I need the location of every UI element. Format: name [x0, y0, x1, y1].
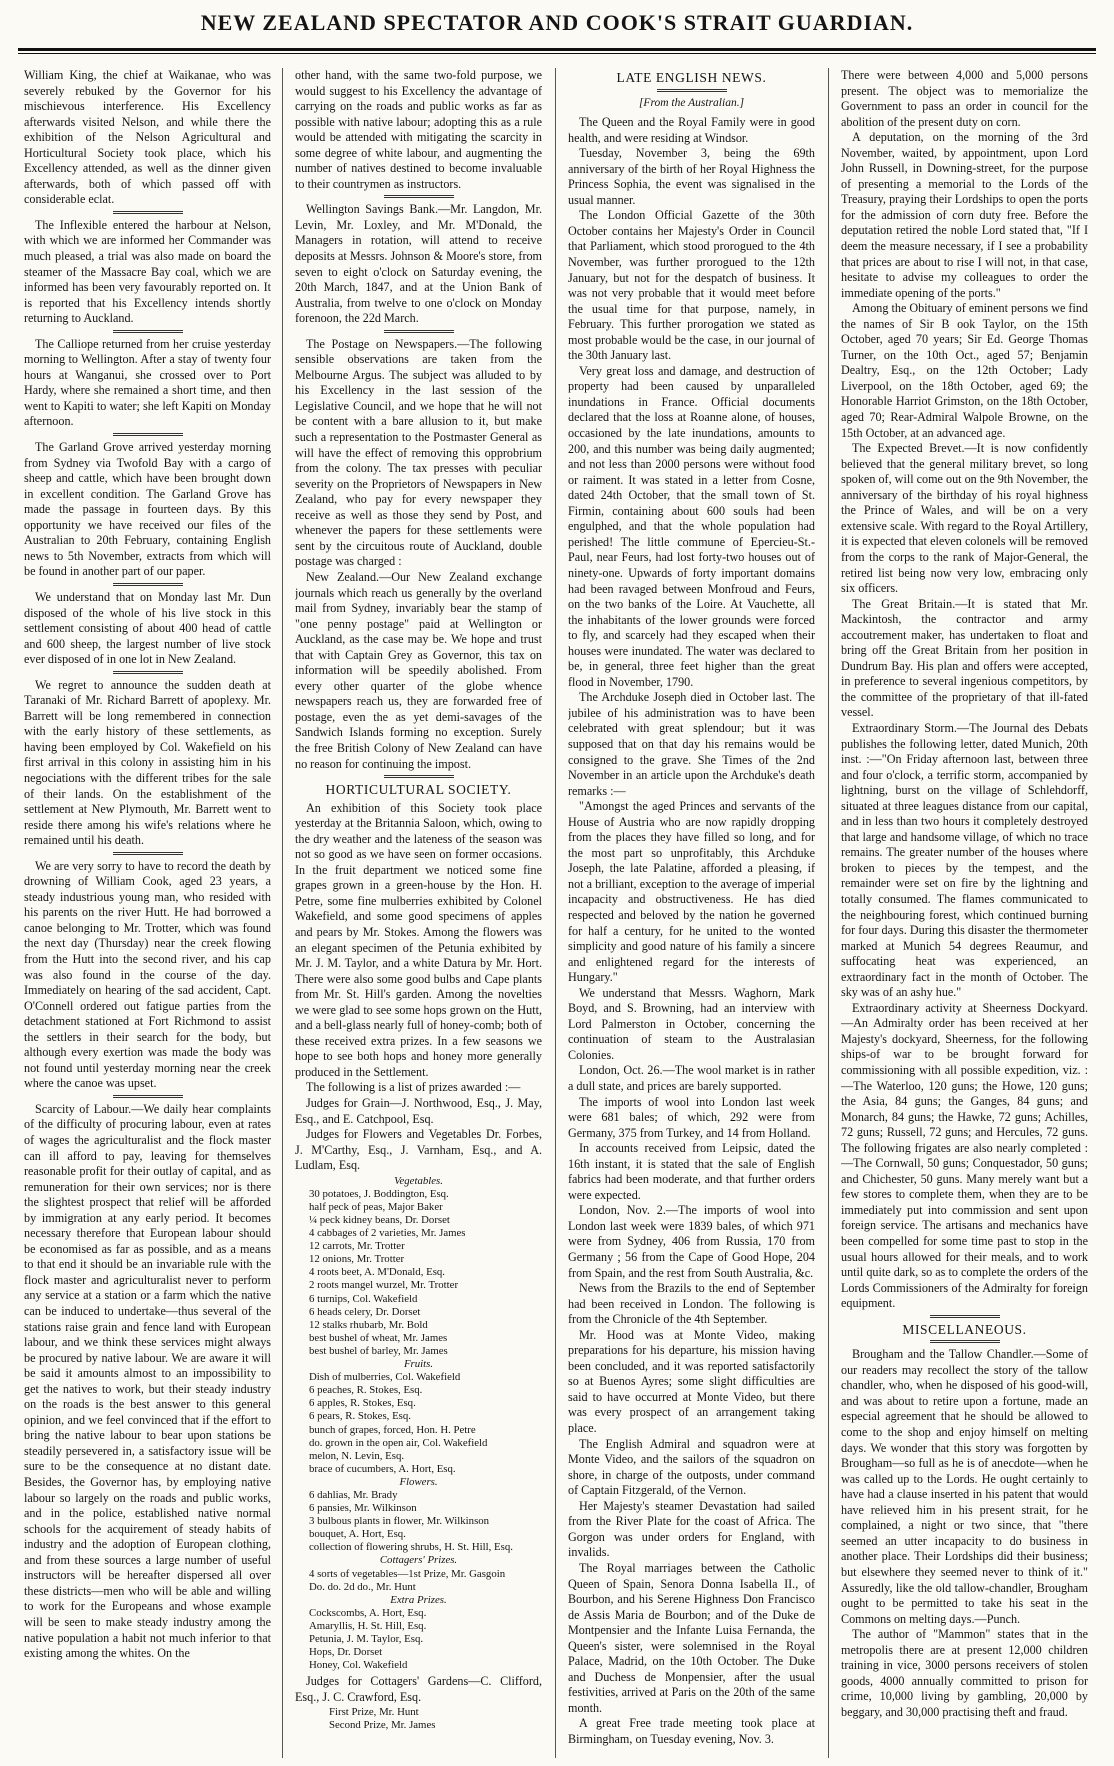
news-item: A deputation, on the morning of the 3rd November, waited, by appointment, upon Lord John Russell, in Downing-street, for the purpose of presenting a memorial to the Lords of the Treasury, praying their Lordships to open the ports for the admission of corn duty free. Before the deputation retired the noble Lord stated that, "If I deem the measure necessary, if I see a probability that prices are about to rise I will not, in that case, hesitate to advise my colleagues to order the immediate opening of the ports." [841, 130, 1088, 300]
article-inflexible: The Inflexible entered the harbour at Nelson, with which we are informed her Commander was much pleased, a trial was also made on board the steamer of the Massacre Bay coal, which we are informed has been very favourably reported on. It is reported that his Excellency intends shortly returning to Auckland. [24, 217, 271, 326]
news-item: Extraordinary Storm.—The Journal des Debats publishes the following letter, dated Munich, 20th inst. :—"On Friday afternoon last, between three and four o'clock, a terrific storm, accompanied by lightning, burst on the village of Schlehdorff, situated at three leagues distance from our capital, and in less than two hours it completely destroyed that large and handsome village, of which no trace remains. The greater number of the houses where broken to pieces by the tempest, and the remainder were set on fire by the lightning and totally consumed. The flames communicated to the neighbouring forest, which continued burning for four days. During this disaster the thermometer marked at Munich 54 degrees Reaumur, and suffocating heat was experienced, an extraordinary fact in the month of October. The sky was of an ashy hue." [841, 720, 1088, 1000]
divider [113, 433, 183, 436]
masthead-rule-thin [18, 53, 1096, 54]
judges-cottagers-gardens: Judges for Cottagers' Gardens—C. Clifford, Esq., J. C. Crawford, Esq. [295, 1674, 542, 1704]
article-savings-bank: Wellington Savings Bank.—Mr. Langdon, Mr. Levin, Mr. Loxley, and Mr. M'Donald, the Managers in rotation, will attend to receive deposits at Messrs. Johnson & Moore's store, from seven to eight o'clock on Saturday evening, the 20th March, 1847, and at the Union Bank of Australia, from twelve to one o'clock on Monday forenoon, the 22d March. [295, 202, 542, 326]
prize-item: 6 dahlias, Mr. Brady [309, 1488, 398, 1501]
column-2 [295, 68, 542, 1758]
column-1 [24, 68, 271, 1758]
divider [384, 775, 454, 778]
prize-list-intro: The following is a list of prizes awarded :— [306, 1080, 521, 1095]
prize-item: Hops, Dr. Dorset [309, 1646, 383, 1659]
news-item: "Amongst the aged Princes and servants of the House of Austria who are now rapidly dropping from the places they have filled so long, and for the most part so unprofitably, this Archduke Joseph, the late Palatine, afforded a pleasing, if not a brilliant, exception to the average of imperial incapacity and obstructiveness. He has died respected and beloved by the nation he governed for half a century, for he united to the wonted simplicity and good nature of his family a sincere and enlightened regard for the interests of Hungary." [568, 799, 815, 985]
news-item: There were between 4,000 and 5,000 persons present. The object was to memorialize the Government to pass an order in council for the abolition of the present duty on corn. [841, 68, 1088, 129]
divider [113, 583, 183, 586]
prize-item: 3 bulbous plants in flower, Mr. Wilkinson [309, 1515, 490, 1528]
prize-category-cottagers: Cottagers' Prizes. [379, 1554, 458, 1567]
prize-item: Second Prize, Mr. James [329, 1719, 436, 1732]
prize-item: 6 pansies, Mr. Wilkinson [309, 1502, 417, 1515]
prize-item: 12 onions, Mr. Trotter [309, 1253, 405, 1266]
section-heading-horticultural: HORTICULTURAL SOCIETY. [325, 782, 512, 798]
prize-item: Amaryllis, H. St. Hill, Esq. [309, 1619, 427, 1632]
column-3 [568, 68, 815, 1758]
divider [113, 211, 183, 214]
masthead-rule-thick [18, 48, 1096, 51]
prize-item: bunch of grapes, forced, Hon. H. Petre [309, 1423, 476, 1436]
article-calliope: The Calliope returned from her cruise yesterday morning to Wellington. After a stay of twenty four hours at Wanganui, she crossed over to Port Hardy, where she remained a short time, and then went to Kapiti to water; she left Kapiti on Monday afternoon. [24, 336, 271, 429]
prize-category-flowers: Flowers. [399, 1475, 438, 1488]
prize-item: 30 potatoes, J. Boddington, Esq. [309, 1187, 449, 1200]
gardens-prize-list [309, 1706, 542, 1732]
prize-item: 4 sorts of vegetables—1st Prize, Mr. Gasgoin [309, 1567, 506, 1580]
news-item: London, Nov. 2.—The imports of wool into London last week were 1839 bales, of which 971 were from Sydney, 406 from Russia, 170 from Germany ; 56 from the Cape of Good Hope, 204 from Spain, and the rest from South Australia, &c. [568, 1203, 815, 1280]
prize-item: best bushel of barley, Mr. James [309, 1344, 448, 1357]
news-item: The Royal marriages between the Catholic Queen of Spain, Senora Donna Isabella II., of Bourbon, and his Serene Highness Don Francisco de Assis Maria de Bourbon; and of the Duke de Montpensier and the Infante Luisa Fernanda, the Queen's sister, were solemnised in the Royal Palace, Madrid, on the 10th October. The Duke and Duchess de Monpensier, after the usual festivities, arrived at Paris on the 20th of the same month. [568, 1560, 815, 1715]
prize-item: collection of flowering shrubs, H. St. Hill, Esq. [309, 1541, 513, 1554]
prize-item: 6 pears, R. Stokes, Esq. [309, 1410, 411, 1423]
newspaper-title: NEW ZEALAND SPECTATOR AND COOK'S STRAIT GUARDIAN. [200, 10, 914, 35]
prize-category-vegetables: Vegetables. [394, 1174, 443, 1187]
prize-item: 4 cabbages of 2 varieties, Mr. James [309, 1227, 466, 1240]
divider [113, 1095, 183, 1098]
prize-item: 4 roots beet, A. M'Donald, Esq. [309, 1266, 445, 1279]
section-heading-miscellaneous: MISCELLANEOUS. [902, 1321, 1027, 1337]
prize-list [309, 1175, 542, 1673]
news-item: London, Oct. 26.—The wool market is in rather a dull state, and prices are barely supported. [568, 1063, 815, 1093]
prize-item: 6 apples, R. Stokes, Esq. [309, 1397, 416, 1410]
prize-item: 6 peaches, R. Stokes, Esq. [309, 1384, 423, 1397]
misc-item: The author of "Mammon" states that in the metropolis there are at present 12,000 children training in vice, 3000 persons receivers of stolen goods, 4000 annually committed to prison for crime, 10,000 living by gambling, 20,000 by beggary, and 30,000 practising theft and fraud. [841, 1627, 1088, 1719]
article-kaipara: William King, the chief at Waikanae, who was severely rebuked by the Governor for his mischievous interference. His Excellency afterwards visited Nelson, and while there the exhibition of the Nelson Agricultural and Horticultural Society took place, which his Excellency attended, as well as the dinner given afterwards, both of which passed off with considerable eclat. [24, 68, 271, 207]
column-rule [828, 68, 829, 1758]
prize-item: do. grown in the open air, Col. Wakefield [309, 1436, 488, 1449]
news-item: The imports of wool into London last week were 681 bales; of which, 292 were from Germany, 375 from Turkey, and 14 from Holland. [568, 1094, 815, 1140]
divider [113, 852, 183, 855]
prize-item: Dish of mulberries, Col. Wakefield [309, 1371, 461, 1384]
prize-category-fruits: Fruits. [403, 1358, 434, 1371]
section-heading-english-news: LATE ENGLISH NEWS. [616, 70, 767, 85]
news-item: Extraordinary activity at Sheerness Dockyard.—An Admiralty order has been received at her Majesty's dockyard, Sheerness, for the following ships-of war to be brought forward for commissioning with all possible expedition, viz. :—The Waterloo, 120 guns; the Howe, 120 guns; the Asia, 84 guns; the Ganges, 84 guns; and Monarch, 84 guns; the Hawke, 72 guns; Achilles, 72 guns; Russell, 72 guns; and Hercules, 72 guns. The following frigates are also nearly completed :—The Cornwall, 50 guns; Conquestador, 50 guns; and Chichester, 50 guns. Many merely want but a few stores to complete them, when they are to be immediately put into commission and sent upon foreign service. The artisans and mechanics have been compelled for some time past to stop in the usual hours allowed for their meals, and to work until quite dark, so as to complete the orders of the Lords Commissioners of the Admiralty for foreign equipment. [841, 1000, 1088, 1311]
news-item: The Expected Brevet.—It is now confidently believed that the general military brevet, so long spoken of, will come out on the 9th November, the anniversary of the birthday of his royal highness the Prince of Wales, and will be on a very extensive scale. With regard to the Royal Artillery, it is expected that eleven colonels will be removed from the corps to the rank of Major-General, the retired list being now very low, embracing only six officers. [841, 441, 1088, 596]
news-item: News from the Brazils to the end of September had been received in London. The following is from the Chronicle of the 4th September. [568, 1281, 815, 1327]
news-item: We understand that Messrs. Waghorn, Mark Boyd, and S. Browning, had an interview with Lord Palmerston in October, concerning the continuation of steam to the Australasian Colonies. [568, 985, 815, 1062]
news-item: Very great loss and damage, and destruction of property had been caused by unparalleled inundations in France. Official documents declared that the loss at Roanne alone, of houses, occasioned by the late inundations, amounts to 200, and this number was being daily augmented; and not less than 2000 persons were without food or raiment. It was stated in a letter from Cosne, dated 24th October, that the small town of St. Firmin, containing about 600 souls had been engulphed, and that the whole population had perished! The little commune of Epercieu-St.-Paul, near Feurs, had lost forty-two houses out of ninety-one. Upwards of forty important domains had been ravaged between Monfroud and Feurs, on the two banks of the Loire. At Vauchette, all the inhabitants of the lower grounds were forced to fly, and scarcely had they escaped when their houses were inundated. The water was declared to be, in general, three feet higher than the great flood in November, 1790. [568, 363, 815, 689]
divider [930, 1340, 1000, 1343]
column-rule [555, 68, 556, 1758]
news-item: Among the Obituary of eminent persons we find the names of Sir B ook Taylor, on the 15th October, aged 70 years; Sir Ed. George Thomas Turner, on the 10th Oct., aged 57; Benjamin Dealtry, Esq., on the 12th October; Lady Liverpool, on the 18th October, aged 69; the Honorable Harriot Grimston, on the 18th October, aged 70; Rear-Admiral Walpole Browne, on the 15th October, at an advanced age. [841, 301, 1088, 440]
prize-item: melon, N. Levin, Esq. [309, 1449, 405, 1462]
article-columns [24, 68, 1090, 1758]
divider [113, 330, 183, 333]
prize-item: bouquet, A. Hort, Esq. [309, 1528, 406, 1541]
article-scarcity-of-labour: Scarcity of Labour.—We daily hear complaints of the difficulty of procuring labour, even at rates of wages the agriculturalist and the flock master can ill afford to pay, leaving for themselves reasonable profit for their outlay of capital, and as remuneration for their own services; nor is there the slightest prospect that relief will be afforded by immigration at any early period. It becomes necessary therefore that European labour should be economised as far as possible, and as a means to that end it should be an invariable rule with the flock master and agriculturalist never to perform any service at a station or a farm which the native can be induced to undertake—thus several of the stations raise grain and fence land with European labour, and we think these services might always be procured by native labour. We are aware it will be said it amounts almost to an impossibility to get the natives to work, but their steady industry on the roads is the best answer to this general opinion, and we feel convinced that if the effort to bring the native labour to bear upon stations be steadily persevered in, a satisfactory issue will be sure to be the consequence at no distant date. Besides, the Governor has, by employing native labour so largely on the roads and public works, and in the police, established native normal schools for the acquirement of steady habits of industry and the adoption of European clothing, and from these sources a large number of useful instructors will be hereafter dispersed all over these districts—men who will be able and willing to work for the Europeans and whose example will be seen to make steady industry among the native population a habit not much inferior to that existing among the whites. On the [24, 1101, 271, 1661]
prize-item: First Prize, Mr. Hunt [329, 1706, 419, 1719]
news-item: The London Official Gazette of the 30th October contains her Majesty's Order in Council that Parliament, which stood prorogued to the 4th November, was further prorogued to the 12th January, but not for the despatch of business. It was not very probable that it would meet before the usual time for that purpose, namely, in February. This further prorogation we stated as most probable would be the case, in our journal of the 30th January last. [568, 208, 815, 363]
judges-grain: Judges for Grain—J. Northwood, Esq., J. May, Esq., and E. Catchpool, Esq. [295, 1096, 542, 1126]
divider [113, 671, 183, 674]
article-barrett-death: We regret to announce the sudden death at Taranaki of Mr. Richard Barrett of apoplexy. Mr. Barrett will be long remembered in connection with the early history of these settlements, as having been employed by Col. Wakefield on his first arrival in this colony in assisting him in his negociations with the different tribes for the sale of their lands. On the establishment of the settlement at New Plymouth, Mr. Barrett went to reside there among his wife's relations where he remained until his death. [24, 677, 271, 848]
divider [384, 330, 454, 333]
prize-item: 12 carrots, Mr. Trotter [309, 1240, 405, 1253]
divider [384, 195, 454, 198]
prize-category-extra: Extra Prizes. [390, 1593, 447, 1606]
judges-flowers: Judges for Flowers and Vegetables Dr. Forbes, J. M'Carthy, Esq., J. Varnham, Esq., and A. Ludlam, Esq. [295, 1127, 542, 1173]
prize-item: ¼ peck kidney beans, Dr. Dorset [309, 1214, 450, 1227]
article-cook-drowning: We are very sorry to have to record the death by drowning of William Cook, aged 23 years, a steady industrious young man, who resided with his parents on the river Hutt. He had borrowed a canoe belonging to Mr. Trotter, which was found the next day (Thursday) near the creek flowing from the Hutt into the second river, and his cap was also found in the course of the day. Immediately on hearing of the sad accident, Capt. O'Connell ordered out fatigue parties from the detachment stationed at Fort Richmond to assist the settlers in their search for the body, but although every exertion was made the body was not found until yesterday morning near the creek where the canoe was upset. [24, 858, 271, 1091]
news-item: The English Admiral and squadron were at Monte Video, and the sailors of the squadron on shore, in charge of the outposts, under command of Captain Fitzgerald, of the Vernon. [568, 1436, 815, 1498]
prize-item: 2 roots mangel wurzel, Mr. Trotter [309, 1279, 459, 1292]
column-4 [841, 68, 1088, 1758]
column-rule [282, 68, 283, 1758]
misc-item: Brougham and the Tallow Chandler.—Some of our readers may recollect the story of the tallow chandler, who, when he disposed of his good-will, and was about to retire upon a fortune, made an especial agreement that he should be allowed to come to the shop and enjoy himself on melting days. We wonder that this story was forgotten by Brougham—so full as he is of anecdote—when he was called up to the Lords. He ought certainly to have had a clause inserted in his patent that would have relieved him in his present strait, for he complained, a night or two since, that "there seemed an utter incapacity to do business in another place. Their Lordships did their business; but elsewhere they seemed never to think of it." Assuredly, like the old tallow-chandler, Brougham ought to be permitted to take his seat in the Commons on melting days.—Punch. [841, 1347, 1088, 1626]
article-labour-continued: other hand, with the same two-fold purpose, we would suggest to his Excellency the advantage of carrying on the roads and public works as far as possible with native labour; adopting this as a rule would be attended with mitigating the scarcity in some degree of white labour, and augmenting the number of natives destined to become invaluable to their countrymen as instructors. [295, 68, 542, 191]
news-item: In accounts received from Leipsic, dated the 16th instant, it is stated that the sale of English fabrics had been moderate, and that further orders were expected. [568, 1141, 815, 1202]
prize-item: 12 stalks rhubarb, Mr. Bold [309, 1318, 428, 1331]
news-item: Tuesday, November 3, being the 69th anniversary of the birth of her Royal Highness the Princess Sophia, the event was signalised in the usual manner. [568, 146, 815, 207]
news-source: [From the Australian.] [638, 96, 745, 109]
prize-item: best bushel of wheat, Mr. James [309, 1331, 448, 1344]
prize-item: brace of cucumbers, A. Hort, Esq. [309, 1462, 456, 1475]
news-item: The Queen and the Royal Family were in good health, and were residing at Windsor. [568, 115, 815, 145]
article-horticultural: An exhibition of this Society took place yesterday at the Britannia Saloon, which, owing to the dry weather and the lateness of the season was not so good as we have seen on former occasions. In the fruit department we noticed some fine grapes grown in a green-house by the Hon. H. Petre, some fine mulberries exhibited by Colonel Wakefield, and some good specimens of apples and pears by Mr. Stokes. Among the flowers was an elegant specimen of the Petunia exhibited by Mr. J. M. Taylor, and a white Datura by Mr. Hort. There were also some good bulbs and Cape plants from Mr. St. Hill's garden. Among the novelties we were glad to see some hops grown on the Hutt, and a bell-glass nearly full of honey-comb; both of these received extra prizes. In a few seasons we hope to see both hops and honey more generally produced in the Settlement. [295, 800, 542, 1079]
prize-item: 6 heads celery, Dr. Dorset [309, 1305, 421, 1318]
divider [930, 1315, 1000, 1318]
news-item: Her Majesty's steamer Devastation had sailed from the River Plate for the coast of Africa. The Gorgon was under orders for England, with invalids. [568, 1498, 815, 1560]
news-item: The Great Britain.—It is stated that Mr. Mackintosh, the contractor and army accoutrement maker, has undertaken to float and bring off the Great Britain from her position in Dundrum Bay. His plan and offers were accepted, in preference to several ingenious competitors, by the committee of the proprietary of that ill-fated vessel. [841, 596, 1088, 720]
news-item: A great Free trade meeting took place at Birmingham, on Tuesday evening, Nov. 3. [568, 1716, 815, 1746]
news-item: The Archduke Joseph died in October last. The jubilee of his administration was to have been celebrated with great splendour; but it was supposed that on that day his remains would be consigned to the grave. She Times of the 2nd November in an article upon the Archduke's death remarks :— [568, 690, 815, 798]
article-garland-grove: The Garland Grove arrived yesterday morning from Sydney via Twofold Bay with a cargo of sheep and cattle, which have been brought down in excellent condition. The Garland Grove has made the passage in fourteen days. By this opportunity we have received our files of the Australian to 20th February, containing English news to 5th November, extracts from which will be found in another part of our paper. [24, 440, 271, 579]
prize-item: Honey, Col. Wakefield [309, 1659, 408, 1672]
divider [657, 89, 727, 92]
article-dun-livestock: We understand that on Monday last Mr. Dun disposed of the whole of his live stock in this settlement consisting of about 400 head of cattle and 600 sheep, the largest number of live stock ever disposed of in one lot in New Zealand. [24, 589, 271, 667]
prize-item: 6 turnips, Col. Wakefield [309, 1292, 418, 1305]
news-item: Mr. Hood was at Monte Video, making preparations for his departure, his mission having been concluded, and it was reported satisfactorily so at Buenos Ayres; some slight difficulties are said to have occurred at Monte Video, but there was every prospect of an arrangement taking place. [568, 1327, 815, 1436]
masthead [18, 6, 1096, 64]
prize-item: Cockscombs, A. Hort, Esq. [309, 1606, 427, 1619]
article-newspaper-postage: The Postage on Newspapers.—The following sensible observations are taken from the Melbourne Argus. The subject was alluded to by his Excellency in the last session of the Legislative Council, and we hope that he will not be content with a bare allusion to it, but make such a representation to the Postmaster General as will have the effect of removing this opprobrium from the colony. The tax presses with peculiar severity on the Proprietors of Newspapers in New Zealand, who pay for every newspaper they receive as well as those they send by Post, and whenever the papers for these settlements were sent by the circuitous route of Auckland, double postage was charged : [295, 336, 542, 569]
prize-item: Do. do. 2d do., Mr. Hunt [309, 1580, 416, 1593]
prize-item: Petunia, J. M. Taylor, Esq. [309, 1633, 424, 1646]
prize-item: half peck of peas, Major Baker [309, 1200, 443, 1213]
article-new-zealand-postage: New Zealand.—Our New Zealand exchange journals which reach us generally by the overland mail from Sydney, invariably bear the stamp of "one penny postage" paid at Wellington or Auckland, as the case may be. We hope and trust that with Captain Grey as Governor, this tax on information will be speedily abolished. From every other quarter of the globe whence newspapers reach us, they are forwarded free of postage, even the as yet demi-savages of the Sandwich Islands forming no exception. Surely the free British Colony of New Zealand can have no reason for continuing the impost. [295, 569, 542, 771]
